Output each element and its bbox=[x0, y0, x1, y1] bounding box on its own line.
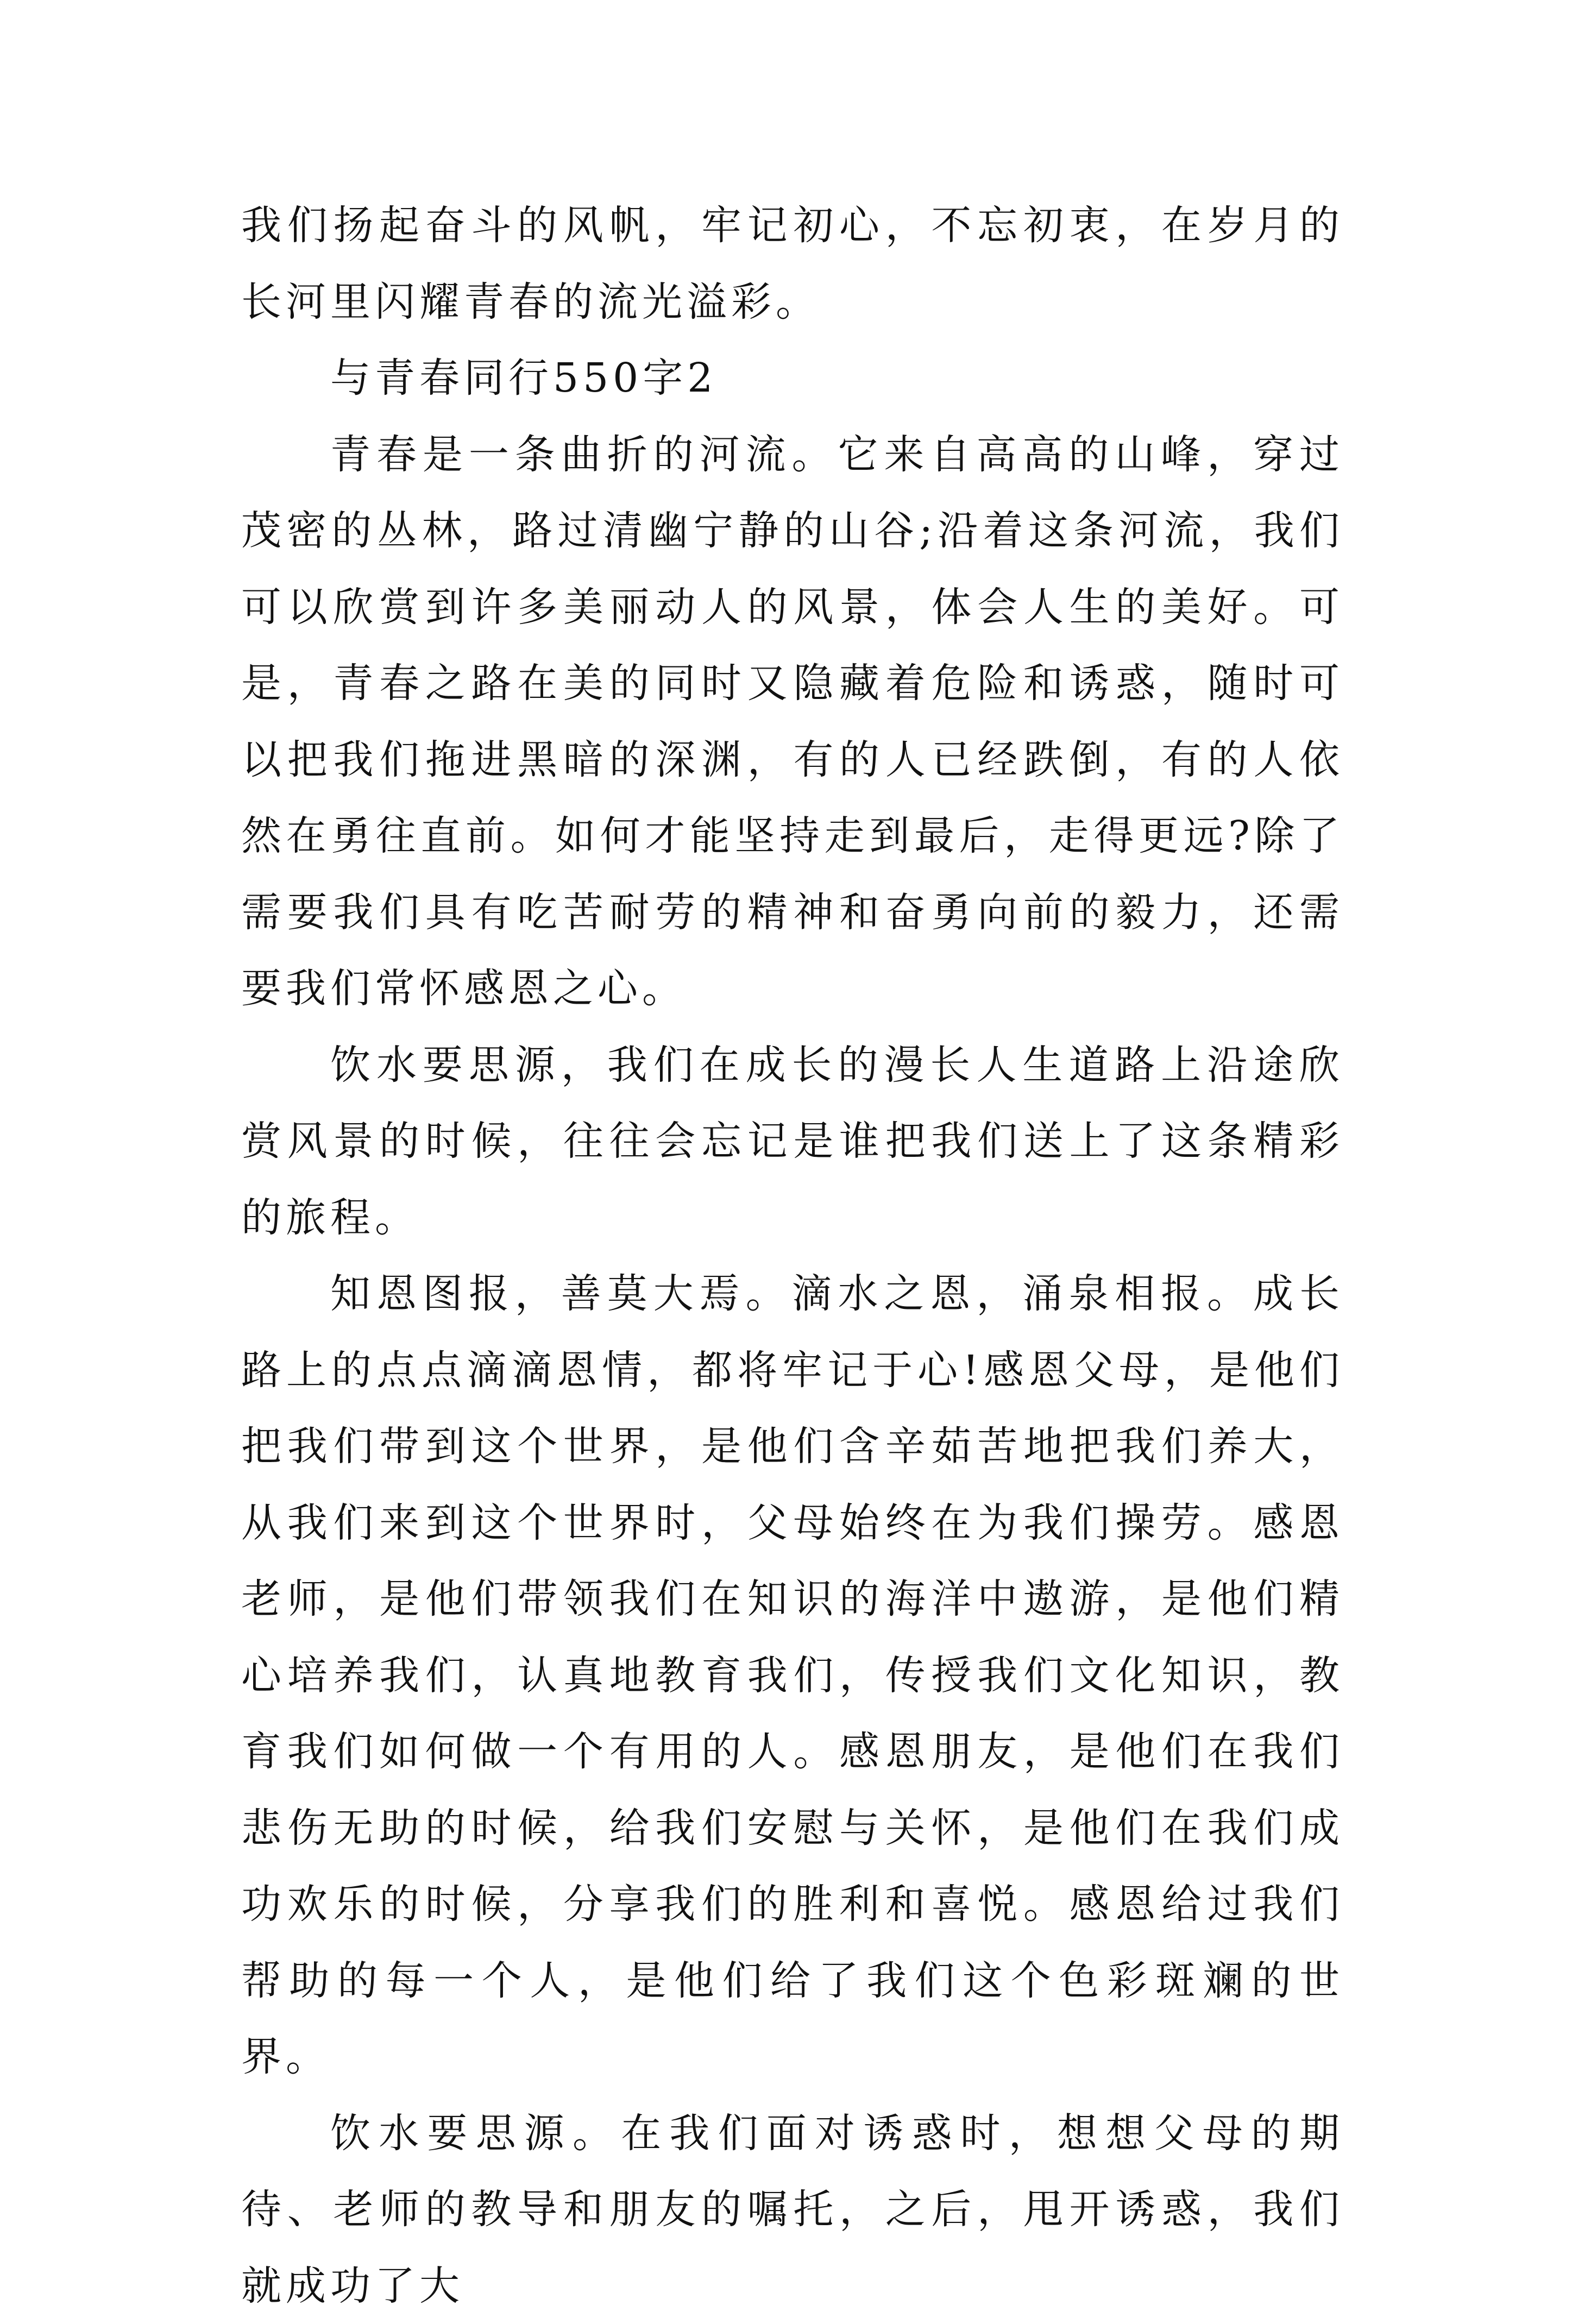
paragraph: 知恩图报，善莫大焉。滴水之恩，涌泉相报。成长路上的点点滴滴恩情，都将牢记于心!感恩父母，是他们把我们带到这个世界，是他们含辛茹苦地把我们养大，从我们来到这个世界时，父母始终在为我们操劳。感恩老师，是他们带领我们在知识的海洋中遨游，是他们精心培养我们，认真地教育我们，传授我们文化知识，教育我们如何做一个有用的人。感恩朋友，是他们在我们悲伤无助的时候，给我们安慰与关怀，是他们在我们成功欢乐的时候，分享我们的胜利和喜悦。感恩给过我们帮助的每一个人，是他们给了我们这个色彩斑斓的世界。 bbox=[241, 1256, 1344, 2095]
paragraph-continuation: 我们扬起奋斗的风帆，牢记初心，不忘初衷，在岁月的长河里闪耀青春的流光溢彩。 bbox=[241, 187, 1344, 340]
section-heading: 与青春同行550字2 bbox=[241, 340, 1344, 417]
paragraph: 饮水要思源，我们在成长的漫长人生道路上沿途欣赏风景的时候，往往会忘记是谁把我们送上了这条精彩的旅程。 bbox=[241, 1027, 1344, 1256]
document-body bbox=[241, 187, 1344, 2324]
paragraph: 饮水要思源。在我们面对诱惑时，想想父母的期待、老师的教导和朋友的嘱托，之后，甩开诱惑，我们就成功了大 bbox=[241, 2095, 1344, 2324]
paragraph: 青春是一条曲折的河流。它来自高高的山峰，穿过茂密的丛林，路过清幽宁静的山谷;沿着这条河流，我们可以欣赏到许多美丽动人的风景，体会人生的美好。可是，青春之路在美的同时又隐藏着危险和诱惑，随时可以把我们拖进黑暗的深渊，有的人已经跌倒，有的人依然在勇往直前。如何才能坚持走到最后，走得更远?除了需要我们具有吃苦耐劳的精神和奋勇向前的毅力，还需要我们常怀感恩之心。 bbox=[241, 417, 1344, 1027]
